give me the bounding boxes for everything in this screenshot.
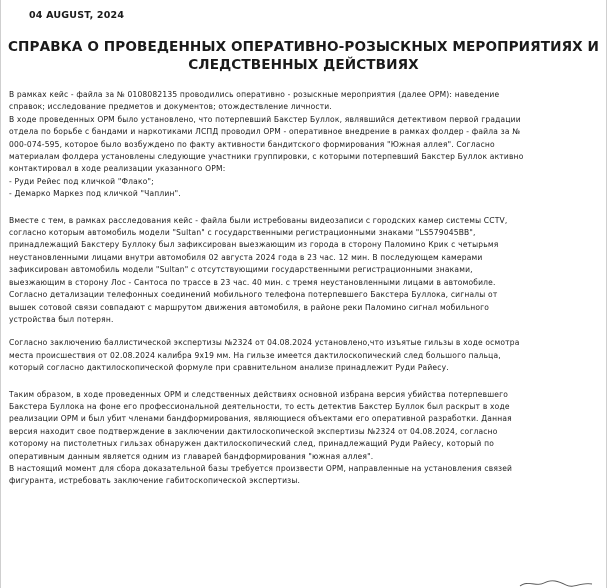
text-line: неустановленными лицами внутри автомобиля 02 августа 2024 года в 23 час. 12 мин. В последующем камерами (9, 252, 483, 262)
document-title (1, 38, 606, 74)
text-line: выезжающим в сторону Лос - Сантоса по трассе в 23 час. 40 мин. с тремя неустановленными лицами в автомобиле. (9, 277, 496, 287)
document-title-line: СПРАВКА О ПРОВЕДЕННЫХ ОПЕРАТИВНО-РОЗЫСКНЫХ МЕРОПРИЯТИЯХ И (7, 39, 600, 55)
paragraph-intro (9, 89, 600, 114)
text-line: Бакстера Буллока на фоне его профессиональной деятельности, то есть детектив Бакстер Буллок был раскрыт в ходе (9, 401, 510, 411)
text-line: устройства был потерян. (9, 314, 114, 324)
text-line: Таким образом, в ходе проведенных ОРМ и следственных действиях основной избрана версия убийства потерпевшего (9, 389, 509, 399)
document-date: 04 AUGUST, 2024 (29, 10, 125, 21)
text-line: Согласно заключению баллистической экспертизы №2324 от 04.08.2024 установлено,что изъятые гильзы в ходе осмотра (9, 338, 520, 348)
paragraph-ballistics (9, 337, 600, 374)
text-line: фигуранта, истребовать заключение габитоскопической экспертизы. (9, 476, 301, 486)
text-line: В настоящий момент для сбора доказательной базы требуется произвести ОРМ, направленные на установления связей (9, 463, 513, 473)
document-body (9, 89, 600, 488)
paragraph-conclusion (9, 389, 600, 463)
text-line: - Демарко Маркез под кличкой "Чаплин". (9, 189, 181, 199)
text-line: В рамках кейс - файла за № 0108082135 проводились оперативно - розыскные мероприятия (далее ОРМ): наведение (9, 90, 500, 99)
text-line: реализации ОРМ и был убит членами бандформирования, являющиеся объектами его оперативной разработки. Данная (9, 414, 512, 424)
text-line: справок; исследование предметов и документов; отождествление личности. (9, 102, 332, 112)
signature-mark (518, 578, 594, 588)
text-line: места происшествия от 02.08.2024 калибра 9х19 мм. На гильзе имеется дактилоскопический след большого пальца, (9, 350, 501, 360)
text-line: В ходе проведенных ОРМ было установлено, что потерпевший Бакстер Буллок, являвшийся детективом первой градации (9, 114, 521, 124)
text-line: зафиксирован автомобиль модели "Sultan" с отсутствующими государственными регистрационными знаками, (9, 265, 473, 275)
document-title-line: СЛЕДСТВЕННЫХ ДЕЙСТВИЯХ (188, 57, 419, 73)
text-line: версия находит свое подтверждение в заключении дактилоскопической экспертизы №2324 от 04.08.2024, согласно (9, 426, 498, 436)
text-line: вышек сотовой связи совпадают с маршрутом движения автомобиля, в районе реки Паломино сигнал мобильного (9, 302, 490, 312)
paragraph-next-steps (9, 463, 600, 488)
text-line: согласно которым автомобиль модели "Sultan" с государственными регистрационными знаками "LS579045BB", (9, 228, 476, 238)
text-line: принадлежащий Бакстеру Буллоку был зафиксирован выезжающим из города в сторону Паломино Крик с четырьмя (9, 240, 499, 250)
text-line: 000-074-595, которое было возбуждено по факту активности бандитского формирования "Южная аллея". Согласно (9, 139, 495, 149)
paragraph-findings (9, 114, 600, 201)
text-line: которому на пистолетных гильзах обнаружен дактилоскопический след, принадлежащий Руди Райесу, который по (9, 439, 495, 449)
text-line: Вместе с тем, в рамках расследования кейс - файла были истребованы видеозаписи с городских камер системы CCTV, (9, 215, 508, 225)
text-line: отдела по борьбе с бандами и наркотиками ЛСПД проводил ОРМ - оперативное внедрение в рамках фолдер - файла за № (9, 127, 521, 137)
paragraph-cctv (9, 215, 600, 327)
text-line: Согласно детализации телефонных соединений мобильного телефона потерпевшего Бакстера Буллока, сигналы от (9, 290, 498, 300)
text-line: материалам фолдера установлены следующие участники группировки, с которыми потерпевший Бакстер Буллок активно (9, 152, 524, 162)
text-line: оперативным данным является одним из главарей бандформирования "южная аллея". (9, 451, 374, 461)
text-line: - Руди Рейес под кличкой "Флако"; (9, 176, 154, 186)
text-line: контактировал в ходе реализации указанного ОРМ: (9, 164, 226, 174)
text-line: который согласно дактилоскопической формуле при сравнительном анализе принадлежит Руди Райесу. (9, 363, 449, 373)
